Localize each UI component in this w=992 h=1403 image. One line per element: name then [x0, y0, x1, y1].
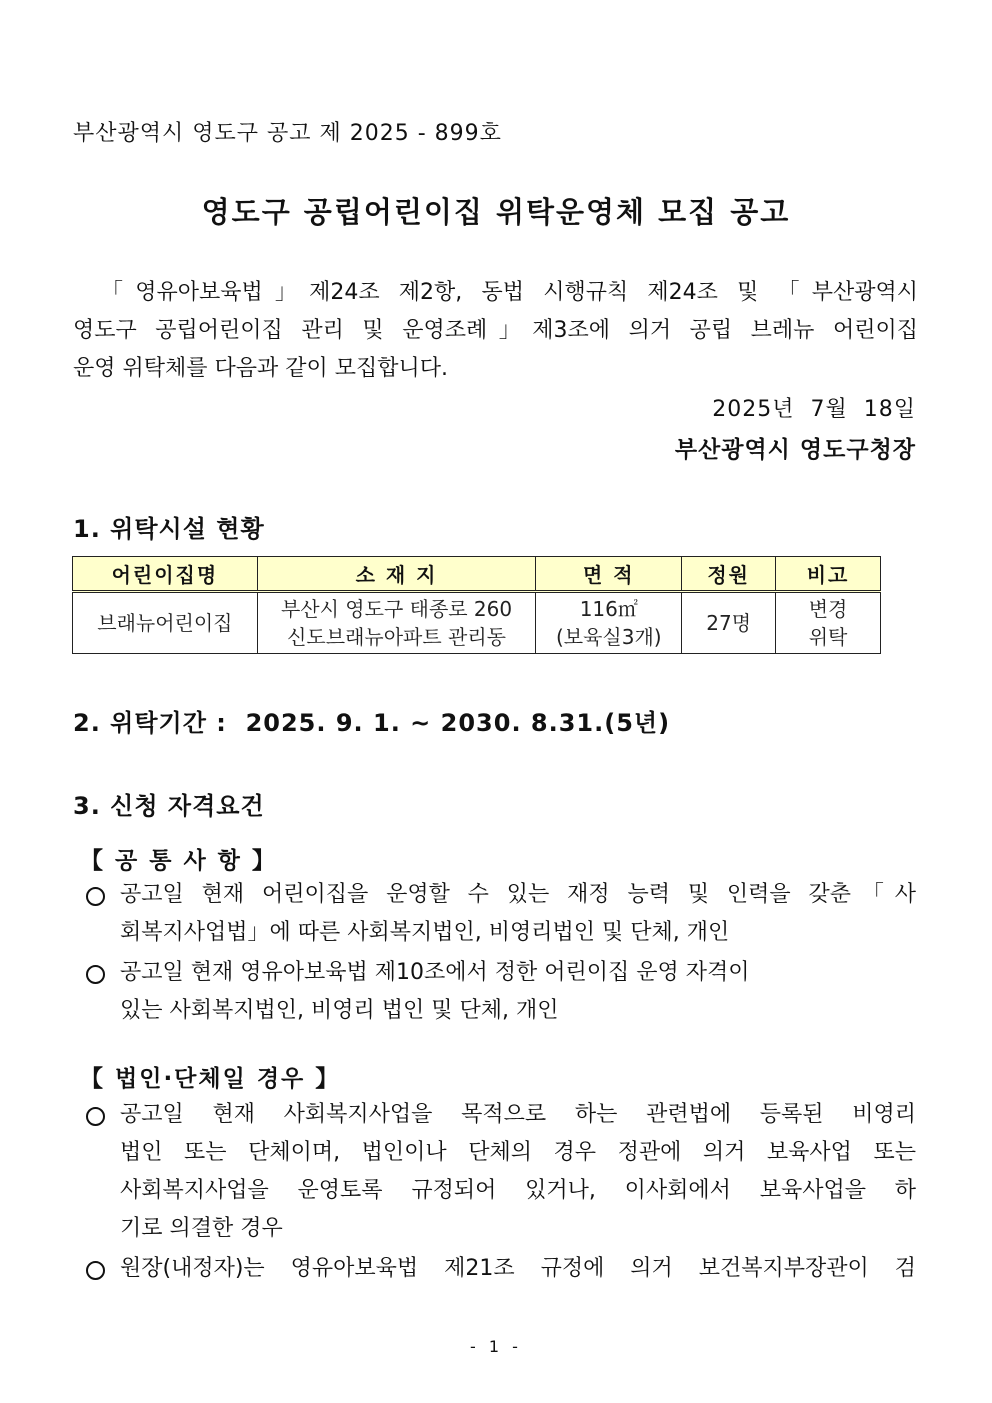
page-number: - 1 - — [470, 1337, 522, 1356]
item-line: 공고일 현재 어린이집을 운영할 수 있는 재정 능력 및 인력을 갖춘「사 — [120, 882, 916, 907]
table-row — [73, 592, 881, 654]
area-line: 116㎡ — [579, 597, 638, 621]
intro-line: 운영 위탁체를 다음과 같이 모집합니다. — [73, 356, 448, 381]
item-line: 있는 사회복지법인, 비영리 법인 및 단체, 개인 — [120, 998, 559, 1023]
item-line: 법인 또는 단체이며, 법인이나 단체의 경우 정관에 의거 보육사업 또는 — [120, 1140, 916, 1165]
list-item — [80, 1096, 916, 1248]
section-heading-period: 2. 위탁기간 : 2025. 9. 1. ~ 2030. 8.31.(5년) — [73, 709, 671, 737]
cell-note — [776, 592, 881, 654]
table-header-row — [73, 557, 881, 592]
item-line: 공고일 현재 사회복지사업을 목적으로 하는 관련법에 등록된 비영리 — [120, 1102, 916, 1127]
address-line: 신도브래뉴아파트 관리동 — [287, 625, 506, 649]
circle-bullet-icon — [86, 887, 105, 906]
intro-paragraph — [73, 274, 918, 388]
cell-area — [536, 592, 682, 654]
col-header-area: 면 적 — [536, 557, 682, 592]
col-header-note: 비고 — [776, 557, 881, 592]
circle-bullet-icon — [86, 1261, 105, 1280]
intro-line: 영도구 공립어린이집 관리 및 운영조례」제3조에 의거 공립 브레뉴 어린이집 — [73, 318, 918, 343]
area-line: (보육실3개) — [555, 625, 662, 649]
notice-date: 2025년 7월 18일 — [712, 397, 916, 422]
section-heading-eligibility: 3. 신청 자격요건 — [73, 792, 265, 820]
cell-capacity: 27명 — [682, 592, 776, 654]
note-line: 위탁 — [808, 625, 848, 649]
facility-table — [72, 556, 881, 654]
circle-bullet-icon — [86, 965, 105, 984]
page-title: 영도구 공립어린이집 위탁운영체 모집 공고 — [201, 195, 791, 229]
item-line: 원장(내정자)는 영유아보육법 제21조 규정에 의거 보건복지부장관이 검 — [120, 1256, 916, 1281]
col-header-name: 어린이집명 — [73, 557, 258, 592]
item-line: 회복지사업법」에 따른 사회복지법인, 비영리법인 및 단체, 개인 — [120, 920, 730, 945]
subheading-common: 【 공 통 사 항 】 — [80, 848, 277, 874]
list-item — [80, 876, 916, 952]
circle-bullet-icon — [86, 1107, 105, 1126]
item-line: 기로 의결한 경우 — [120, 1216, 283, 1241]
section-heading-facility: 1. 위탁시설 현황 — [73, 515, 265, 543]
item-line: 공고일 현재 영유아보육법 제10조에서 정한 어린이집 운영 자격이 — [120, 960, 750, 985]
item-line: 사회복지사업을 운영토록 규정되어 있거나, 이사회에서 보육사업을 하 — [120, 1178, 916, 1203]
subheading-corporation: 【 법인·단체일 경우 】 — [80, 1066, 341, 1092]
cell-address — [257, 592, 536, 654]
issuer: 부산광역시 영도구청장 — [674, 437, 916, 463]
notice-number: 부산광역시 영도구 공고 제 2025 - 899호 — [73, 121, 502, 146]
address-line: 부산시 영도구 태종로 260 — [280, 597, 513, 621]
col-header-capacity: 정원 — [682, 557, 776, 592]
list-item — [80, 954, 916, 1030]
note-line: 변경 — [808, 597, 848, 621]
cell-name: 브래뉴어린이집 — [73, 592, 258, 654]
col-header-address: 소 재 지 — [257, 557, 536, 592]
intro-line: 「영유아보육법」제24조 제2항, 동법 시행규칙 제24조 및 「부산광역시 — [101, 280, 918, 305]
list-item — [80, 1250, 916, 1288]
